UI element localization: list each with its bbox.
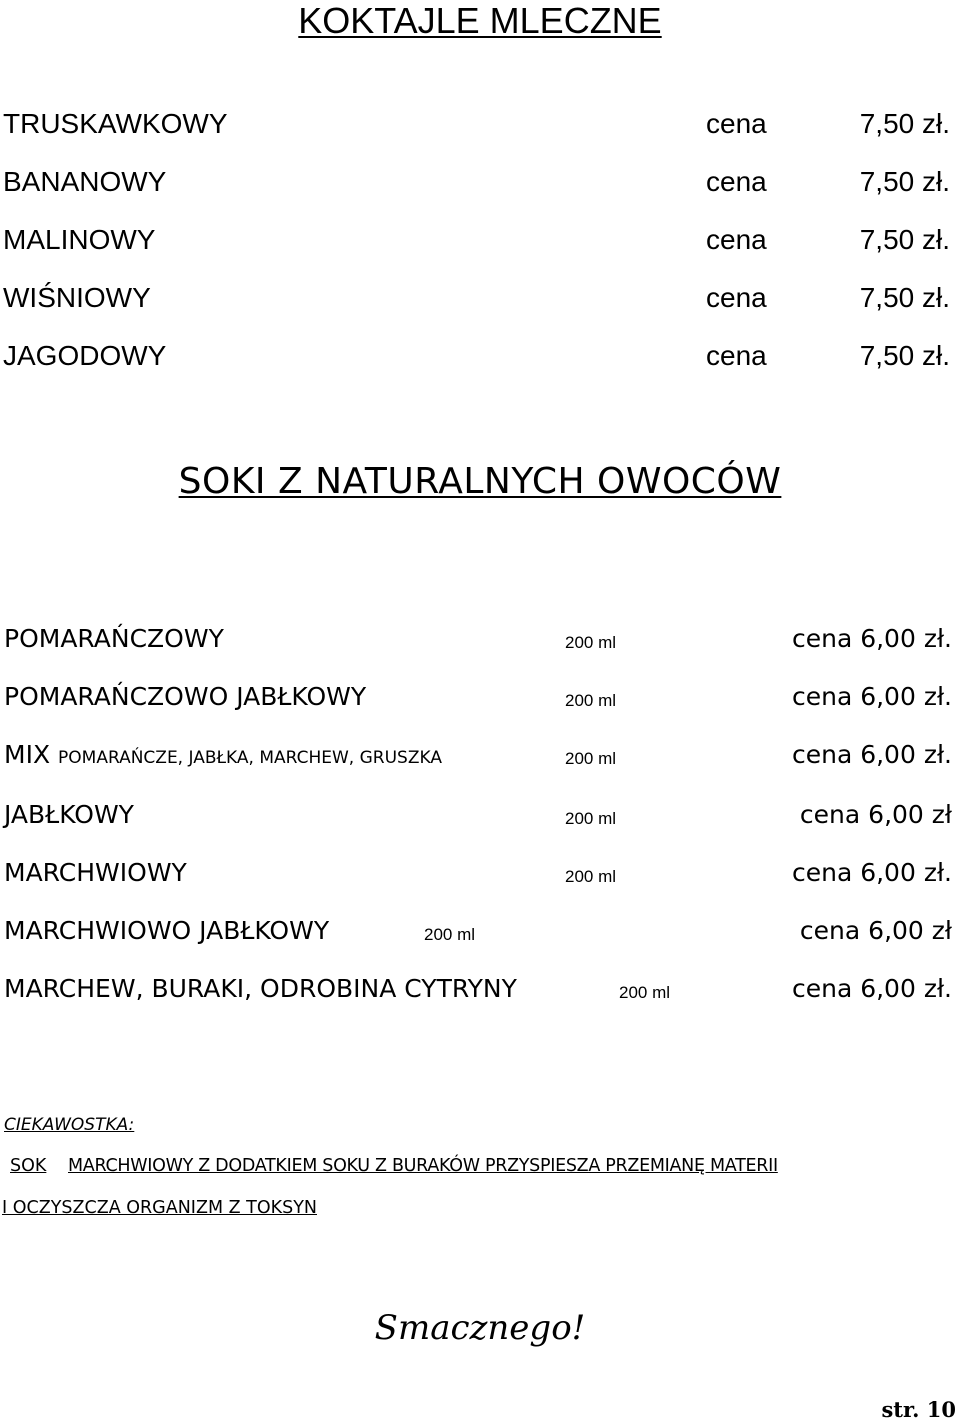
milkshake-price: 7,50 zł. — [859, 108, 950, 139]
juice-price: cena 6,00 zł. — [791, 858, 952, 887]
juice-price: cena 6,00 zł. — [791, 974, 952, 1003]
juice-volume: 200 ml — [565, 633, 617, 652]
milkshake-cena-label: cena — [706, 224, 767, 255]
section-title-juices-text: SOKI Z NATURALNYCH OWOCÓW — [178, 461, 782, 502]
milkshake-price: 7,50 zł. — [859, 166, 950, 197]
milkshake-name: BANANOWY — [3, 166, 167, 197]
juice-name-mix-ingredients: POMARAŃCZE, JABŁKA, MARCHEW, GRUSZKA — [58, 748, 442, 768]
curiosity-line1: MARCHWIOWY Z DODATKIEM SOKU Z BURAKÓW PRZYSPIESZA PRZEMIANĘ MATERII — [68, 1156, 778, 1176]
milkshake-name: MALINOWY — [3, 224, 156, 255]
juice-volume: 200 ml — [565, 809, 617, 828]
milkshake-price: 7,50 zł. — [859, 282, 950, 313]
milkshake-name: WIŚNIOWY — [3, 282, 151, 313]
page-number: str. 10 — [881, 1397, 956, 1422]
curiosity-line1-word: SOK — [10, 1156, 47, 1176]
milkshake-cena-label: cena — [706, 108, 767, 139]
juice-name: MARCHWIOWY — [4, 858, 187, 887]
section-title-milkshakes — [0, 0, 960, 42]
juice-price: cena 6,00 zł — [799, 800, 952, 829]
juice-volume: 200 ml — [565, 691, 617, 710]
juice-price: cena 6,00 zł. — [791, 740, 952, 769]
milkshake-cena-label: cena — [706, 340, 767, 371]
juice-name: MARCHEW, BURAKI, ODROBINA CYTRYNY — [4, 974, 517, 1003]
juice-name-mix — [4, 740, 442, 773]
juice-volume: 200 ml — [424, 925, 476, 944]
juice-volume: 200 ml — [619, 983, 671, 1002]
section-title-juices — [0, 460, 960, 504]
juice-volume: 200 ml — [565, 749, 617, 768]
juice-price: cena 6,00 zł — [799, 916, 952, 945]
juice-name-mix-label: MIX — [4, 740, 51, 769]
section-title-milkshakes-text: KOKTAJLE MLECZNE — [298, 0, 662, 41]
juice-price: cena 6,00 zł. — [791, 682, 952, 711]
milkshake-price: 7,50 zł. — [859, 340, 950, 371]
milkshake-cena-label: cena — [706, 166, 767, 197]
juice-price: cena 6,00 zł. — [791, 624, 952, 653]
milkshake-name: JAGODOWY — [3, 340, 167, 371]
milkshake-cena-label: cena — [706, 282, 767, 313]
curiosity-label: CIEKAWOSTKA: — [4, 1115, 135, 1135]
closing-text: Smacznego! — [374, 1308, 586, 1348]
milkshake-name: TRUSKAWKOWY — [3, 108, 228, 139]
juice-volume: 200 ml — [565, 867, 617, 886]
juice-name: POMARAŃCZOWY — [4, 624, 224, 653]
juice-name: POMARAŃCZOWO JABŁKOWY — [4, 682, 367, 711]
juice-name: MARCHWIOWO JABŁKOWY — [4, 916, 330, 945]
curiosity-line2: I OCZYSZCZA ORGANIZM Z TOKSYN — [2, 1198, 317, 1218]
milkshake-price: 7,50 zł. — [859, 224, 950, 255]
juice-name: JABŁKOWY — [4, 800, 134, 829]
